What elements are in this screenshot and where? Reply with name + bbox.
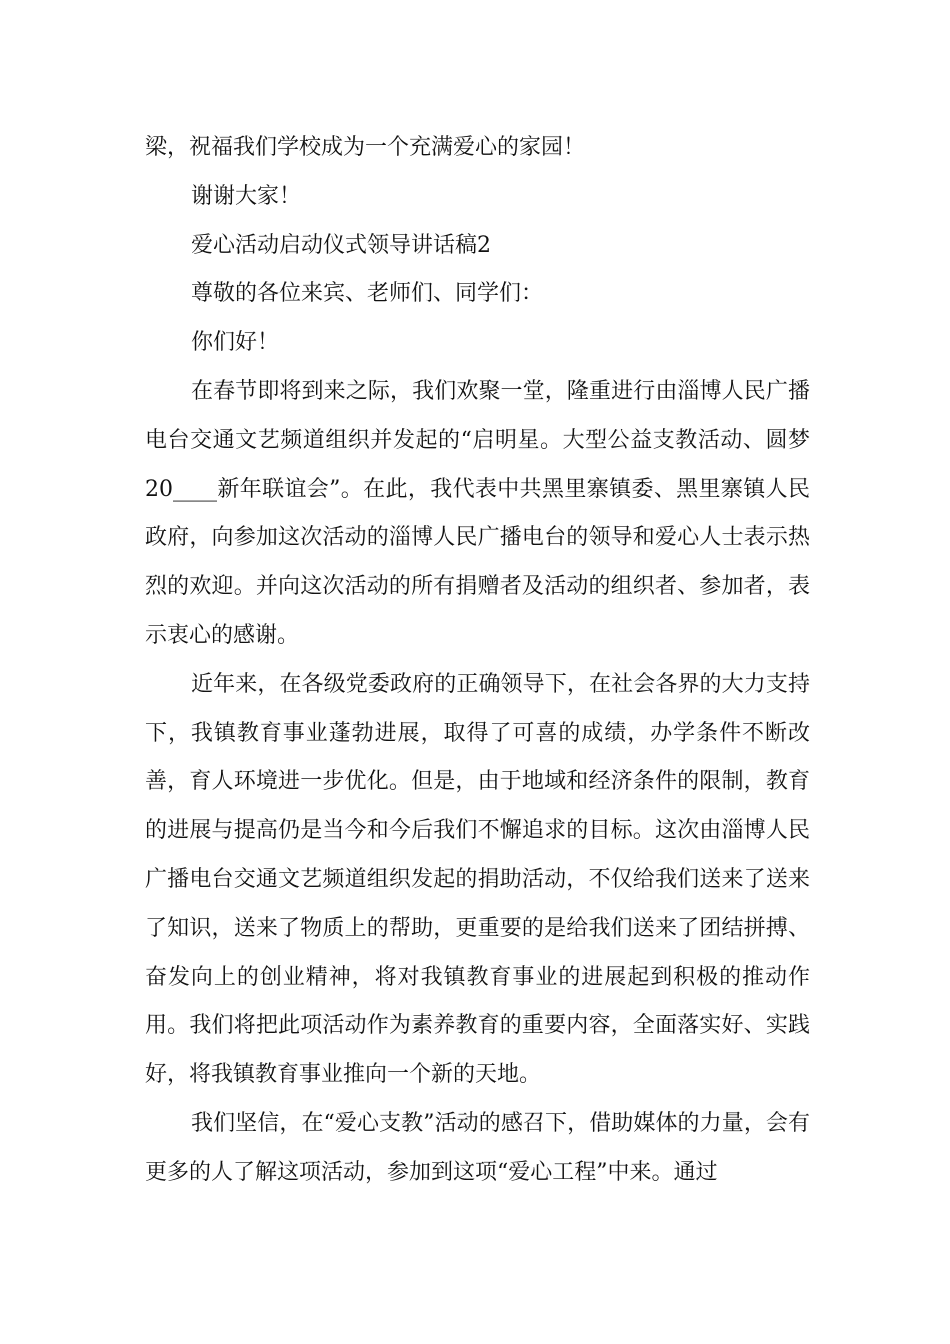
paragraph-education-progress: 近年来，在各级党委政府的正确领导下，在社会各界的大力支持下，我镇教育事业蓬勃进展，取得了可喜的成绩，办学条件不断改善，育人环境进一步优化。但是，由于地域和经济条件的限制，教育的进展与提高仍是当今和今后我们不懈追求的目标。这次由淄博人民广播电台交通文艺频道组织发起的捐助活动，不仅给我们送来了送来了知识，送来了物质上的帮助，更重要的是给我们送来了团结拼搏、奋发向上的创业精神，将对我镇教育事业的进展起到积极的推动作用。我们将把此项活动作为素养教育的重要内容，全面落实好、实践好，将我镇教育事业推向一个新的天地。 — [145, 671, 810, 1088]
paragraph-closing-blessing: 梁，祝福我们学校成为一个充满爱心的家园！ — [145, 135, 586, 160]
paragraph-belief: 我们坚信，在“爱心支教”活动的感召下，借助媒体的力量，会有更多的人了解这项活动，参加到这项“爱心工程”中来。通过 — [145, 1110, 810, 1185]
paragraph-salutation: 尊敬的各位来宾、老师们、同学们： — [191, 281, 544, 307]
document-body — [145, 124, 810, 1198]
paragraph-greeting: 你们好！ — [191, 330, 280, 356]
speech-title: 爱心活动启动仪式领导讲话稿2 — [191, 232, 491, 258]
paragraph-thanks: 谢谢大家！ — [191, 183, 302, 209]
paragraph-welcome: 在春节即将到来之际，我们欢聚一堂，隆重进行由淄博人民广播电台交通文艺频道组织并发起的“启明星。大型公益支教活动、圆梦20____新年联谊会”。在此，我代表中共黑里寨镇委、黑里寨镇人民政府，向参加这次活动的淄博人民广播电台的领导和爱心人士表示热烈的欢迎。并向这次活动的所有捐赠者及活动的组织者、参加者，表示衷心的感谢。 — [145, 378, 810, 648]
